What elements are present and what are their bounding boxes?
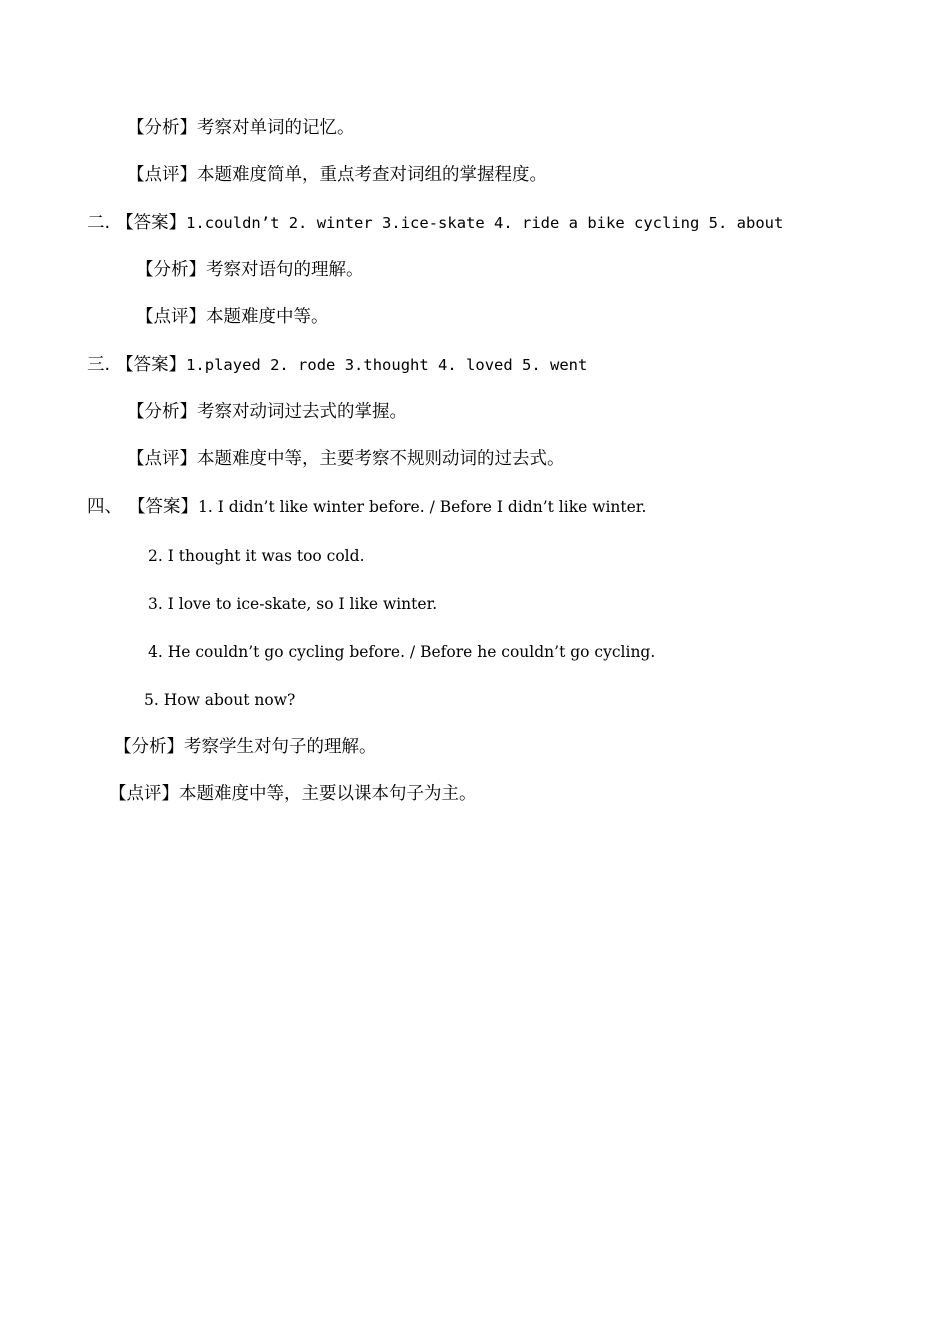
s4-answer-label: 【答案】: [128, 497, 198, 517]
s1-comment: 【点评】本题难度简单，重点考查对词组的掌握程度。: [127, 165, 547, 185]
s2-analysis: 【分析】考察对语句的理解。: [136, 260, 364, 280]
s4-answer-1: 1. I didn’t like winter before. / Before I didn’t like winter.: [198, 498, 647, 516]
s4-answer-5: 5. How about now?: [144, 691, 296, 709]
s2-comment: 【点评】本题难度中等。: [136, 307, 329, 327]
s4-answer-line: [87, 495, 646, 519]
s3-comment: 【点评】本题难度中等，主要考察不规则动词的过去式。: [127, 449, 565, 469]
s3-analysis: 【分析】考察对动词过去式的掌握。: [127, 402, 407, 422]
s3-answer-line: [87, 353, 587, 377]
s4-answer-3: 3. I love to ice-skate, so I like winter.: [148, 595, 438, 613]
s4-analysis: 【分析】考察学生对句子的理解。: [114, 737, 377, 757]
s2-answer-text: 1.couldn’t 2. winter 3.ice-skate 4. ride a bike cycling 5. about: [186, 214, 784, 232]
s3-answer-text: 1.played 2. rode 3.thought 4. loved 5. went: [186, 356, 588, 374]
s2-answer-label: 【答案】: [116, 213, 187, 233]
s4-number: 四、: [87, 497, 122, 517]
s4-comment: 【点评】本题难度中等，主要以课本句子为主。: [109, 784, 477, 804]
s1-analysis: 【分析】考察对单词的记忆。: [127, 118, 355, 138]
s2-number: 二.: [87, 213, 111, 233]
s3-answer-label: 【答案】: [116, 355, 187, 375]
s4-answer-2: 2. I thought it was too cold.: [148, 547, 365, 565]
s3-number: 三.: [87, 355, 111, 375]
s2-answer-line: [87, 211, 783, 235]
s4-answer-4: 4. He couldn’t go cycling before. / Before he couldn’t go cycling.: [148, 643, 656, 661]
